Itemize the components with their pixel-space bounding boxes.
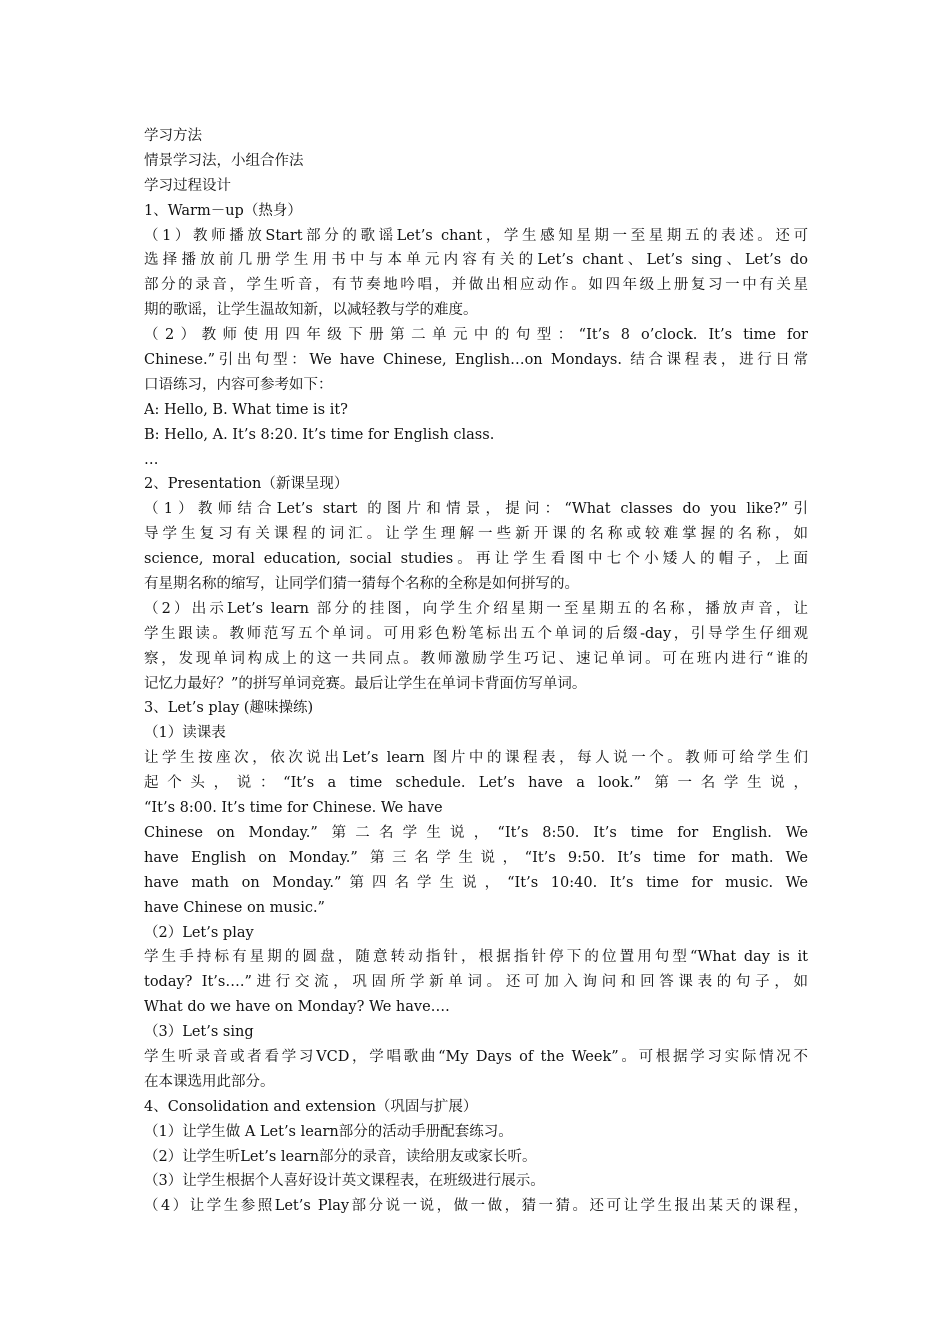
text-line: have Chinese on music.” bbox=[144, 899, 325, 916]
text-line: 学习过程设计 bbox=[144, 177, 231, 194]
text-line: have English on Monday.” 第三名学生说，“It’s 9:50. It’s time for math. We bbox=[144, 849, 808, 866]
text-line: 口语练习，内容可参考如下： bbox=[144, 376, 333, 393]
text-line: （3）Let’s sing bbox=[144, 1024, 254, 1041]
text-line: B: Hello, A. It’s 8:20. It’s time for English class. bbox=[144, 426, 495, 443]
text-line: （4）让学生参照Let’s Play部分说一说，做一做，猜一猜。还可让学生报出某天的课程， bbox=[144, 1198, 808, 1215]
text-line: 导学生复习有关课程的词汇。让学生理解一些新开课的名称或较难掌握的名称，如 bbox=[144, 526, 808, 543]
text-line: （2）让学生听Let’s learn部分的录音，读给朋友或家长听。 bbox=[144, 1148, 537, 1165]
text-line: 情景学习法，小组合作法 bbox=[144, 152, 304, 169]
text-line: 学习方法 bbox=[144, 128, 202, 144]
text-line: … bbox=[144, 451, 159, 468]
text-line: （1）让学生做 A Let’s learn部分的活动手册配套练习。 bbox=[144, 1123, 513, 1140]
text-line: science, moral education, social studies。再让学生看图中七个小矮人的帽子，上面 bbox=[144, 551, 808, 568]
text-line: 起个头，说：“It’s a time schedule. Let’s have a look.” 第一名学生说， bbox=[144, 775, 808, 792]
text-line: 部分的录音，学生听音，有节奏地吟唱，并做出相应动作。如四年级上册复习一中有关星 bbox=[144, 277, 808, 294]
text-line: 记忆力最好？”的拼写单词竞赛。最后让学生在单词卡背面仿写单词。 bbox=[144, 675, 587, 692]
text-line: “It’s 8:00. It’s time for Chinese. We have bbox=[144, 800, 443, 817]
text-line: （1）教师结合Let’s start 的图片和情景，提问：“What classes do you like?”引 bbox=[144, 501, 808, 518]
text-line: （1）教师播放Start部分的歌谣Let’s chant，学生感知星期一至星期五的表述。还可 bbox=[144, 227, 808, 244]
text-line: 在本课选用此部分。 bbox=[144, 1073, 275, 1090]
text-line: 4、Consolidation and extension（巩固与扩展） bbox=[144, 1098, 478, 1115]
text-line: 选择播放前几册学生用书中与本单元内容有关的Let’s chant、Let’s sing、Let’s do bbox=[144, 252, 808, 269]
text-line: 2、Presentation（新课呈现） bbox=[144, 476, 349, 493]
text-line: 1、Warm－up（热身） bbox=[144, 202, 302, 219]
text-line: A: Hello, B. What time is it? bbox=[144, 401, 348, 418]
text-line: 学生跟读。教师范写五个单词。可用彩色粉笔标出五个单词的后缀-day，引导学生仔细观 bbox=[144, 625, 808, 642]
text-line: （2）出示Let’s learn 部分的挂图，向学生介绍星期一至星期五的名称，播放声音，让 bbox=[144, 600, 808, 617]
document-body bbox=[144, 124, 808, 1219]
text-line: today? It’s….”进行交流，巩固所学新单词。还可加入询问和回答课表的句子，如 bbox=[144, 974, 808, 991]
text-line: Chinese.”引出句型：We have Chinese, English…on Mondays. 结合课程表，进行日常 bbox=[144, 352, 808, 369]
text-line: 期的歌谣，让学生温故知新，以减轻教与学的难度。 bbox=[144, 302, 478, 319]
text-line: 3、Let’s play (趣味操练) bbox=[144, 700, 314, 717]
text-line: 有星期名称的缩写，让同学们猜一猜每个名称的全称是如何拼写的。 bbox=[144, 576, 579, 593]
text-line: 让学生按座次，依次说出Let’s learn 图片中的课程表，每人说一个。教师可给学生们 bbox=[144, 750, 808, 767]
text-line: 学生手持标有星期的圆盘，随意转动指针，根据指针停下的位置用句型“What day is it bbox=[144, 949, 808, 966]
text-line: （2）Let’s play bbox=[144, 924, 254, 941]
text-line: （3）让学生根据个人喜好设计英文课程表，在班级进行展示。 bbox=[144, 1173, 545, 1190]
text-line: 察，发现单词构成上的这一共同点。教师激励学生巧记、速记单词。可在班内进行“谁的 bbox=[144, 650, 808, 667]
text-line: What do we have on Monday? We have…. bbox=[144, 999, 450, 1016]
text-line: Chinese on Monday.” 第二名学生说，“It’s 8:50. It’s time for English. We bbox=[144, 824, 808, 841]
text-line: （2）教师使用四年级下册第二单元中的句型：“It’s 8 o’clock. It’s time for bbox=[144, 327, 808, 344]
text-line: 学生听录音或者看学习VCD，学唱歌曲“My Days of the Week”。可根据学习实际情况不 bbox=[144, 1048, 808, 1065]
text-line: have math on Monday.”第四名学生说，“It’s 10:40. It’s time for music. We bbox=[144, 874, 808, 891]
text-line: （1）读课表 bbox=[144, 725, 226, 742]
